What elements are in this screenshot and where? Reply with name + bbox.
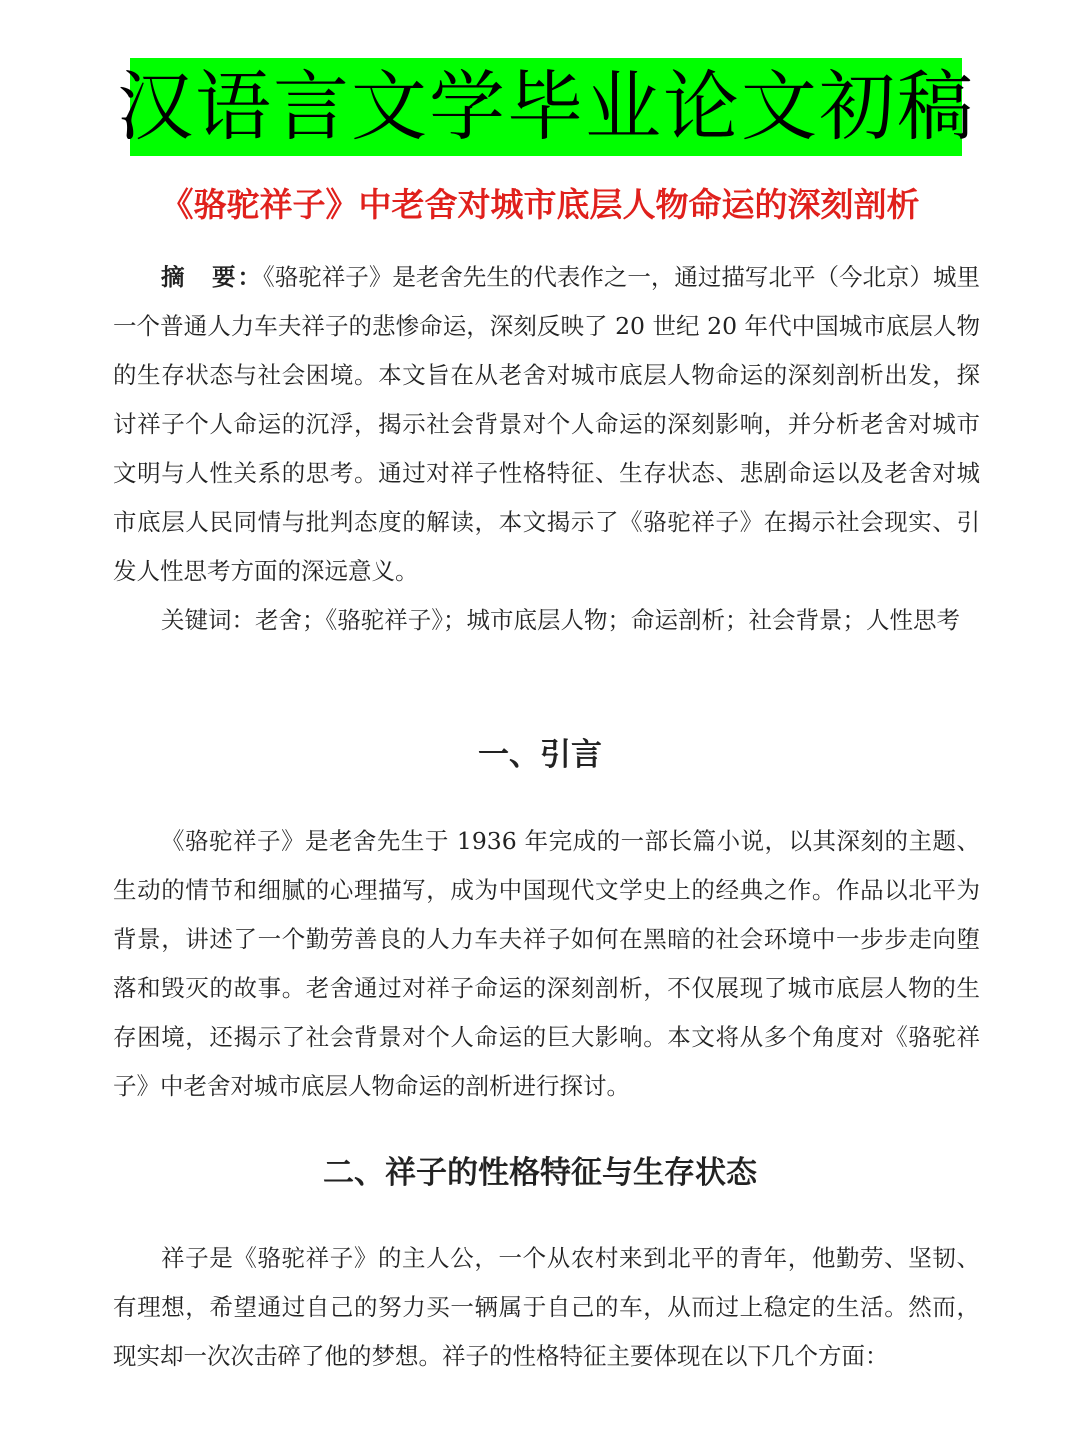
abstract-label: 摘 要： [161, 263, 264, 291]
title-banner [117, 58, 975, 156]
keywords-label: 关键词： [161, 606, 255, 634]
abstract-text: 《骆驼祥子》是老舍先生的代表作之一，通过描写北平（今北京）城里一个普通人力车夫祥子的悲惨命运，深刻反映了 20 世纪 20 年代中国城市底层人物的生存状态与社会困境。本文旨在从老舍对城市底层人物命运的深刻剖析出发，探讨祥子个人命运的沉浮，揭示社会背景对个人命运的深刻影响，并分析老舍对城市文明与人性关系的思考。通过对祥子性格特征、生存状态、悲剧命运以及老舍对城市底层人民同情与批判态度的解读，本文揭示了《骆驼祥子》在揭示社会现实、引发人性思考方面的深远意义。 [113, 263, 981, 585]
character-paragraph: 祥子是《骆驼祥子》的主人公，一个从农村来到北平的青年，他勤劳、坚韧、有理想，希望通过自己的努力买一辆属于自己的车，从而过上稳定的生活。然而，现实却一次次击碎了他的梦想。祥子的性格特征主要体现在以下几个方面： [113, 1244, 980, 1370]
introduction-paragraph: 《骆驼祥子》是老舍先生于 1936 年完成的一部长篇小说，以其深刻的主题、生动的情节和细腻的心理描写，成为中国现代文学史上的经典之作。作品以北平为背景，讲述了一个勤劳善良的人力车夫祥子如何在黑暗的社会环境中一步步走向堕落和毁灭的故事。老舍通过对祥子命运的深刻剖析，不仅展现了城市底层人物的生存困境，还揭示了社会背景对个人命运的巨大影响。本文将从多个角度对《骆驼祥子》中老舍对城市底层人物命运的剖析进行探讨。 [113, 827, 980, 1100]
keywords-text: 老舍；《骆驼祥子》；城市底层人物；命运剖析；社会背景；人性思考 [255, 606, 960, 634]
section-heading-character: 二、祥子的性格特征与生存状态 [323, 1155, 757, 1191]
thesis-subtitle: 《骆驼祥子》中老舍对城市底层人物命运的深刻剖析 [160, 185, 920, 224]
abstract-paragraph [113, 253, 980, 596]
keywords-paragraph [113, 596, 980, 645]
section-heading-introduction: 一、引言 [478, 737, 602, 773]
document-title: 汉语言文学毕业论文初稿 [117, 62, 975, 151]
